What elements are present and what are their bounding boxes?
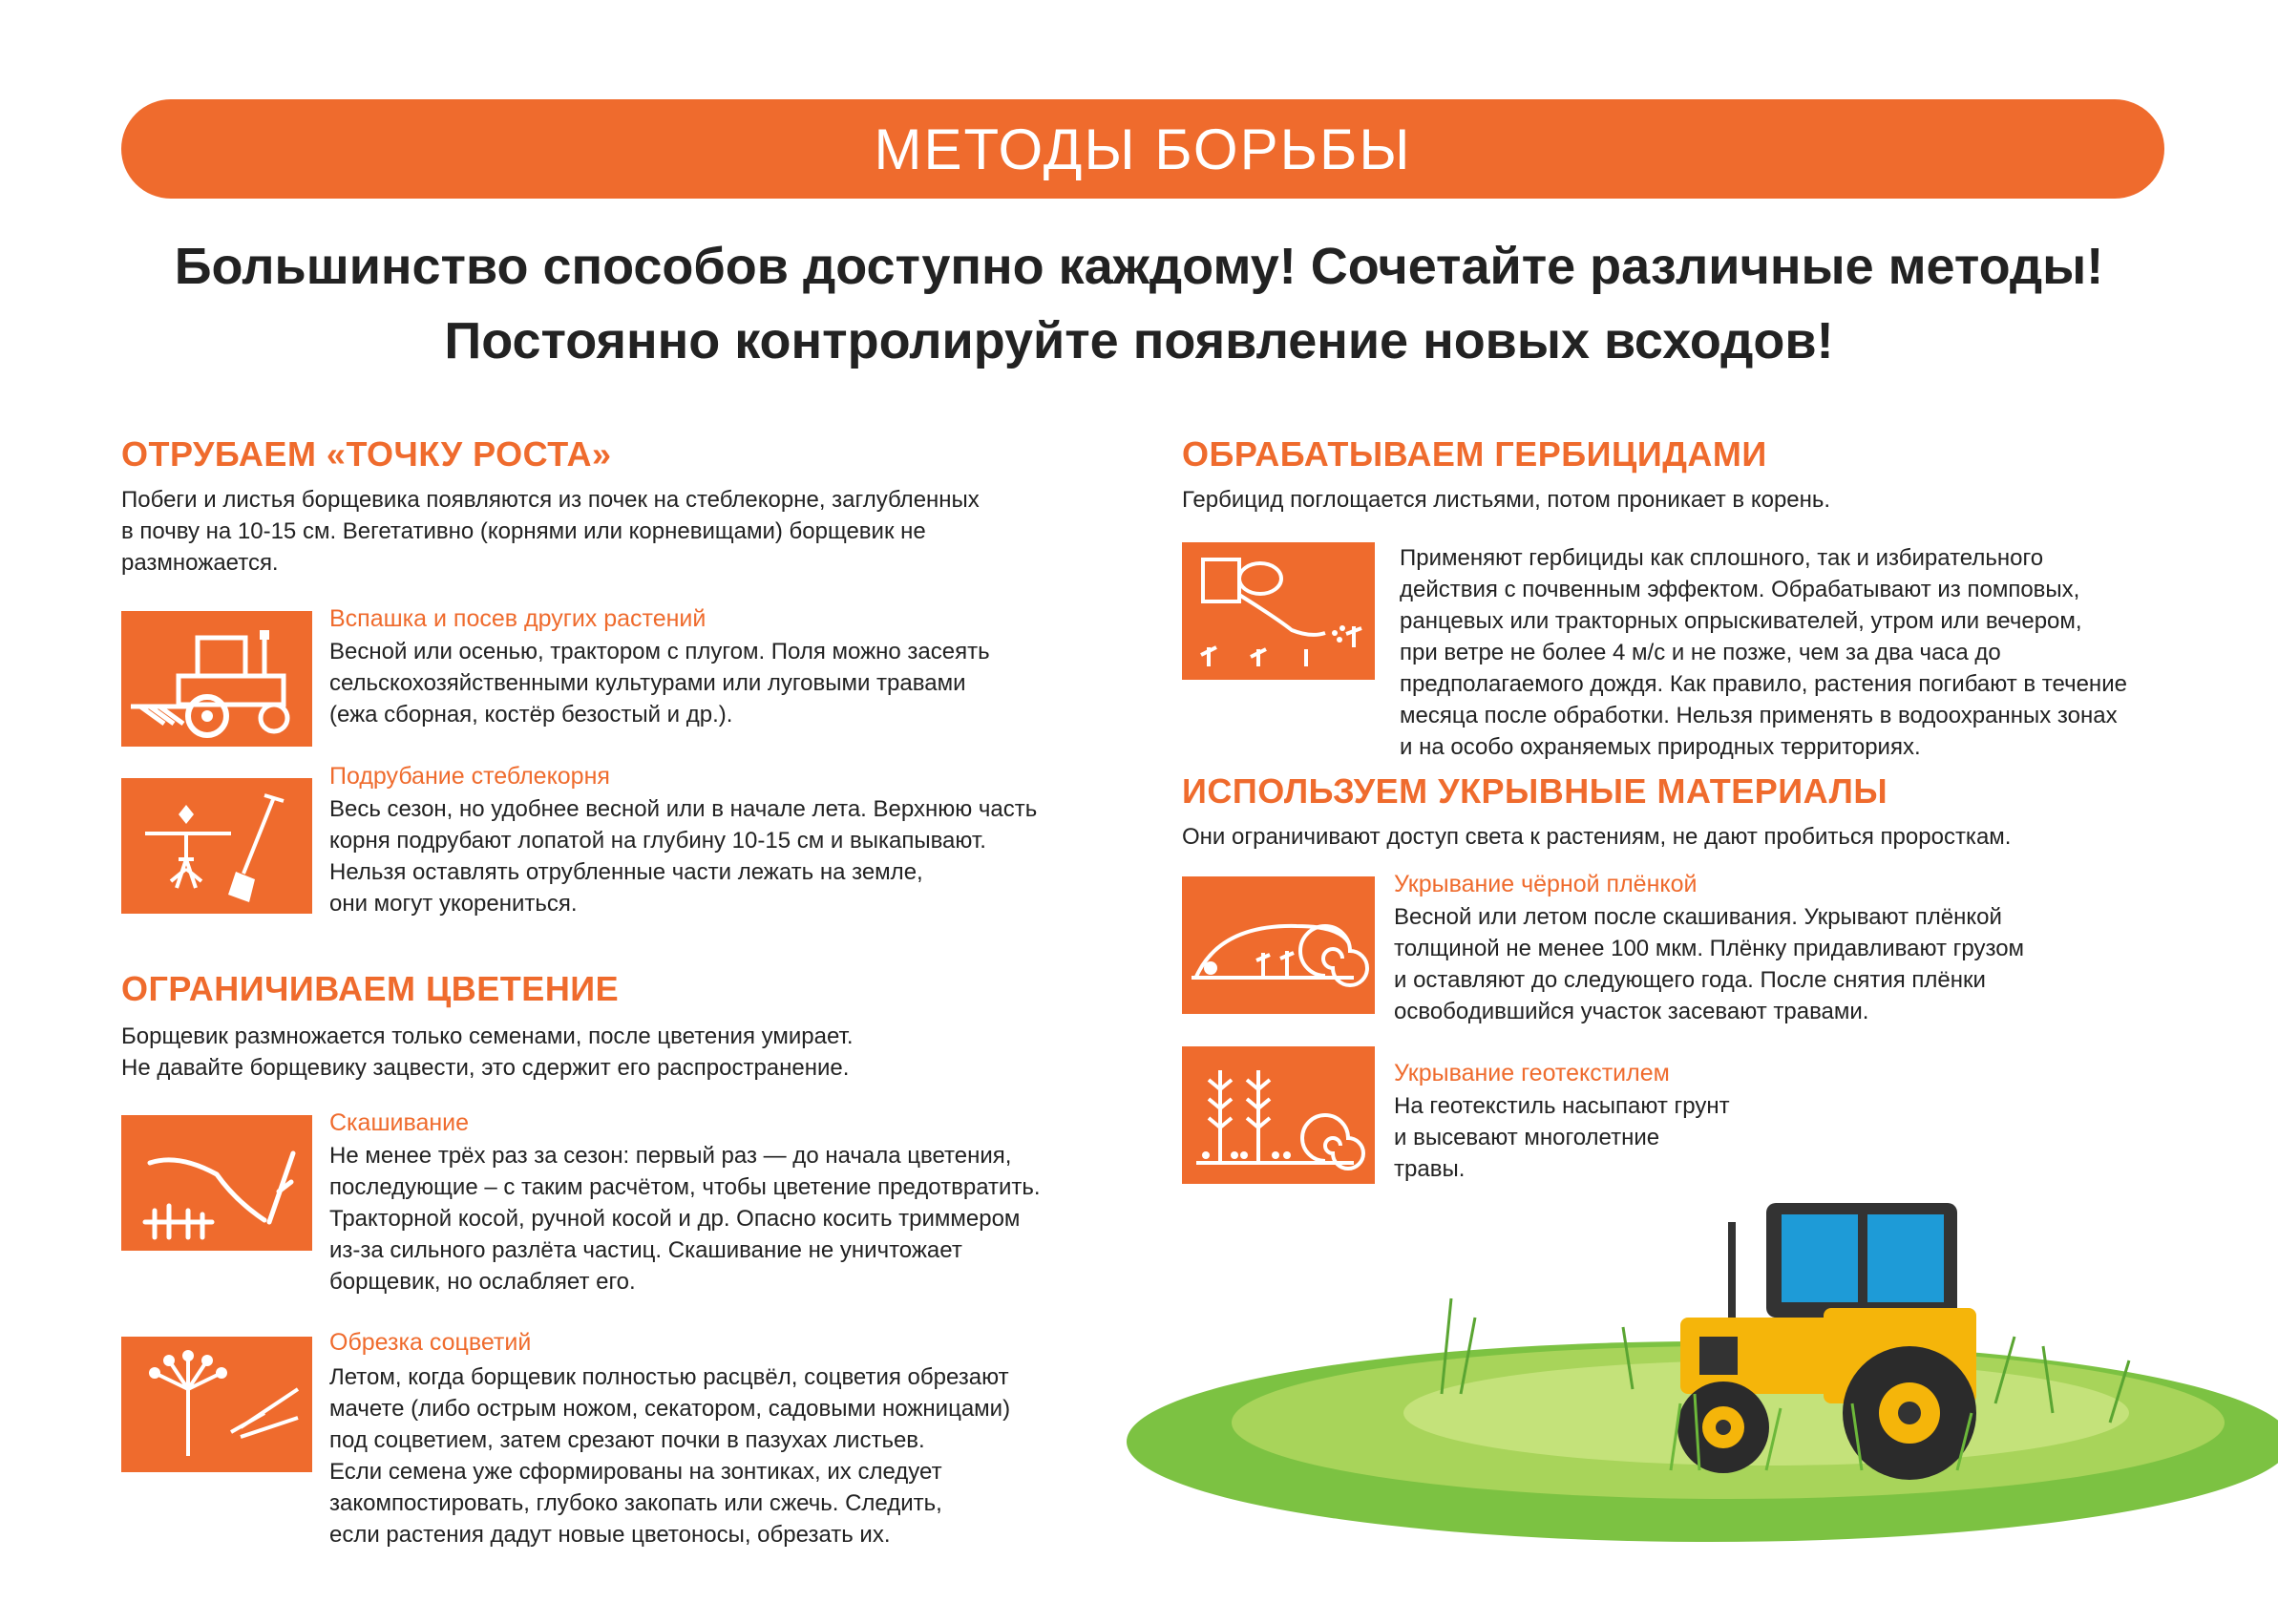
- subsection-title-mowing: Скашивание: [329, 1109, 470, 1136]
- section-text-herbicides: Гербицид поглощается листьями, потом проникает в корень.: [1182, 487, 1831, 513]
- subsection-text-cutting-inflorescences: Летом, когда борщевик полностью расцвёл, соцветия обрезают мачете (либо острым ножом, секатором, садовыми ножницами) под соцветием, затем срезают почки в пазухах листьев. Если семена уже сформированы на зонтиках, их следует закомпостировать, глубоко закопать или сжечь. Следить, если растения дадут новые цветоносы, обрезать их.: [329, 1364, 1011, 1548]
- section-title-growth-point: ОТРУБАЕМ «ТОЧКУ РОСТА»: [121, 434, 612, 474]
- subsection-text-black-film: Весной или летом после скашивания. Укрывают плёнкой толщиной не менее 100 мкм. Плёнку придавливают грузом и оставляют до следующего года. После снятия плёнки освободившийся участок засевают травами.: [1394, 904, 2025, 1024]
- subsection-text-root-cutting: Весь сезон, но удобнее весной или в начале лета. Верхнюю часть корня подрубают лопатой на глубину 10-15 см и выкапывают. Нельзя оставлять отрубленные части лежать на земле, они могут укорениться.: [329, 796, 1038, 917]
- subsection-text-herbicides: Применяют гербициды как сплошного, так и избирательного действия с почвенным эффектом. Обрабатывают из помповых, ранцевых или тракторных опрыскивателей, утром или вечером, при ветре не более 4 м/с и не позже, чем за два часа до предполагаемого дождя. Как правило, растения погибают в течение месяца после обработки. Нельзя применять в водоохранных зонах и на особо охраняемых природных территориях.: [1400, 545, 2127, 760]
- subsection-title-plowing: Вспашка и посев других растений: [329, 605, 707, 632]
- section-text-flowering: Борщевик размножается только семенами, после цветения умирает. Не давайте борщевику зацвести, это сдержит его распространение.: [121, 1023, 854, 1081]
- subsection-text-mowing: Не менее трёх раз за сезон: первый раз — до начала цветения, последующие – с таким расчётом, чтобы цветение предотвратить. Тракторной косой, ручной косой и др. Опасно косить триммером из-за сильного разлёта частиц. Скашивание не уничтожает борщевик, но ослабляет его.: [329, 1143, 1041, 1295]
- subsection-text-plowing: Весной или осенью, трактором с плугом. Поля можно засеять сельскохозяйственными культурами или луговыми травами (ежа сборная, костёр безостый и др.).: [329, 639, 990, 728]
- shovel-icon: [121, 778, 312, 914]
- page-title: МЕТОДЫ БОРЬБЫ: [874, 116, 1412, 181]
- geotextile-icon: [1182, 1046, 1375, 1184]
- pruner-icon: [121, 1337, 312, 1472]
- section-title-herbicides: ОБРАБАТЫВАЕМ ГЕРБИЦИДАМИ: [1182, 434, 1767, 474]
- tractor-icon: [121, 611, 312, 747]
- subsection-text-geotextile: На геотекстиль насыпают грунт и высевают многолетние травы.: [1394, 1093, 1730, 1182]
- sprayer-icon: [1182, 542, 1375, 680]
- film-roll-icon: [1182, 876, 1375, 1014]
- section-text-covering: Они ограничивают доступ света к растениям, не дают пробиться проросткам.: [1182, 824, 2012, 850]
- subsection-title-root-cutting: Подрубание стеблекорня: [329, 763, 610, 790]
- section-text-growth-point: Побеги и листья борщевика появляются из почек на стеблекорне, заглубленных в почву на 10-15 см. Вегетативно (корнями или корневищами) борщевик не размножается.: [121, 487, 980, 576]
- subsection-title-cutting-inflorescences: Обрезка соцветий: [329, 1329, 532, 1356]
- slogan-line-1: Большинство способов доступно каждому! Сочетайте различные методы!: [174, 238, 2104, 295]
- tractor-meadow-illustration: [1098, 1184, 2278, 1547]
- subsection-title-geotextile: Укрывание геотекстилем: [1394, 1060, 1670, 1086]
- title-banner: [121, 99, 2164, 199]
- slogan-line-2: Постоянно контролируйте появление новых всходов!: [444, 312, 1834, 369]
- scythe-icon: [121, 1115, 312, 1251]
- subsection-title-black-film: Укрывание чёрной плёнкой: [1394, 871, 1698, 897]
- section-title-flowering: ОГРАНИЧИВАЕМ ЦВЕТЕНИЕ: [121, 969, 620, 1008]
- section-title-covering: ИСПОЛЬЗУЕМ УКРЫВНЫЕ МАТЕРИАЛЫ: [1182, 771, 1888, 811]
